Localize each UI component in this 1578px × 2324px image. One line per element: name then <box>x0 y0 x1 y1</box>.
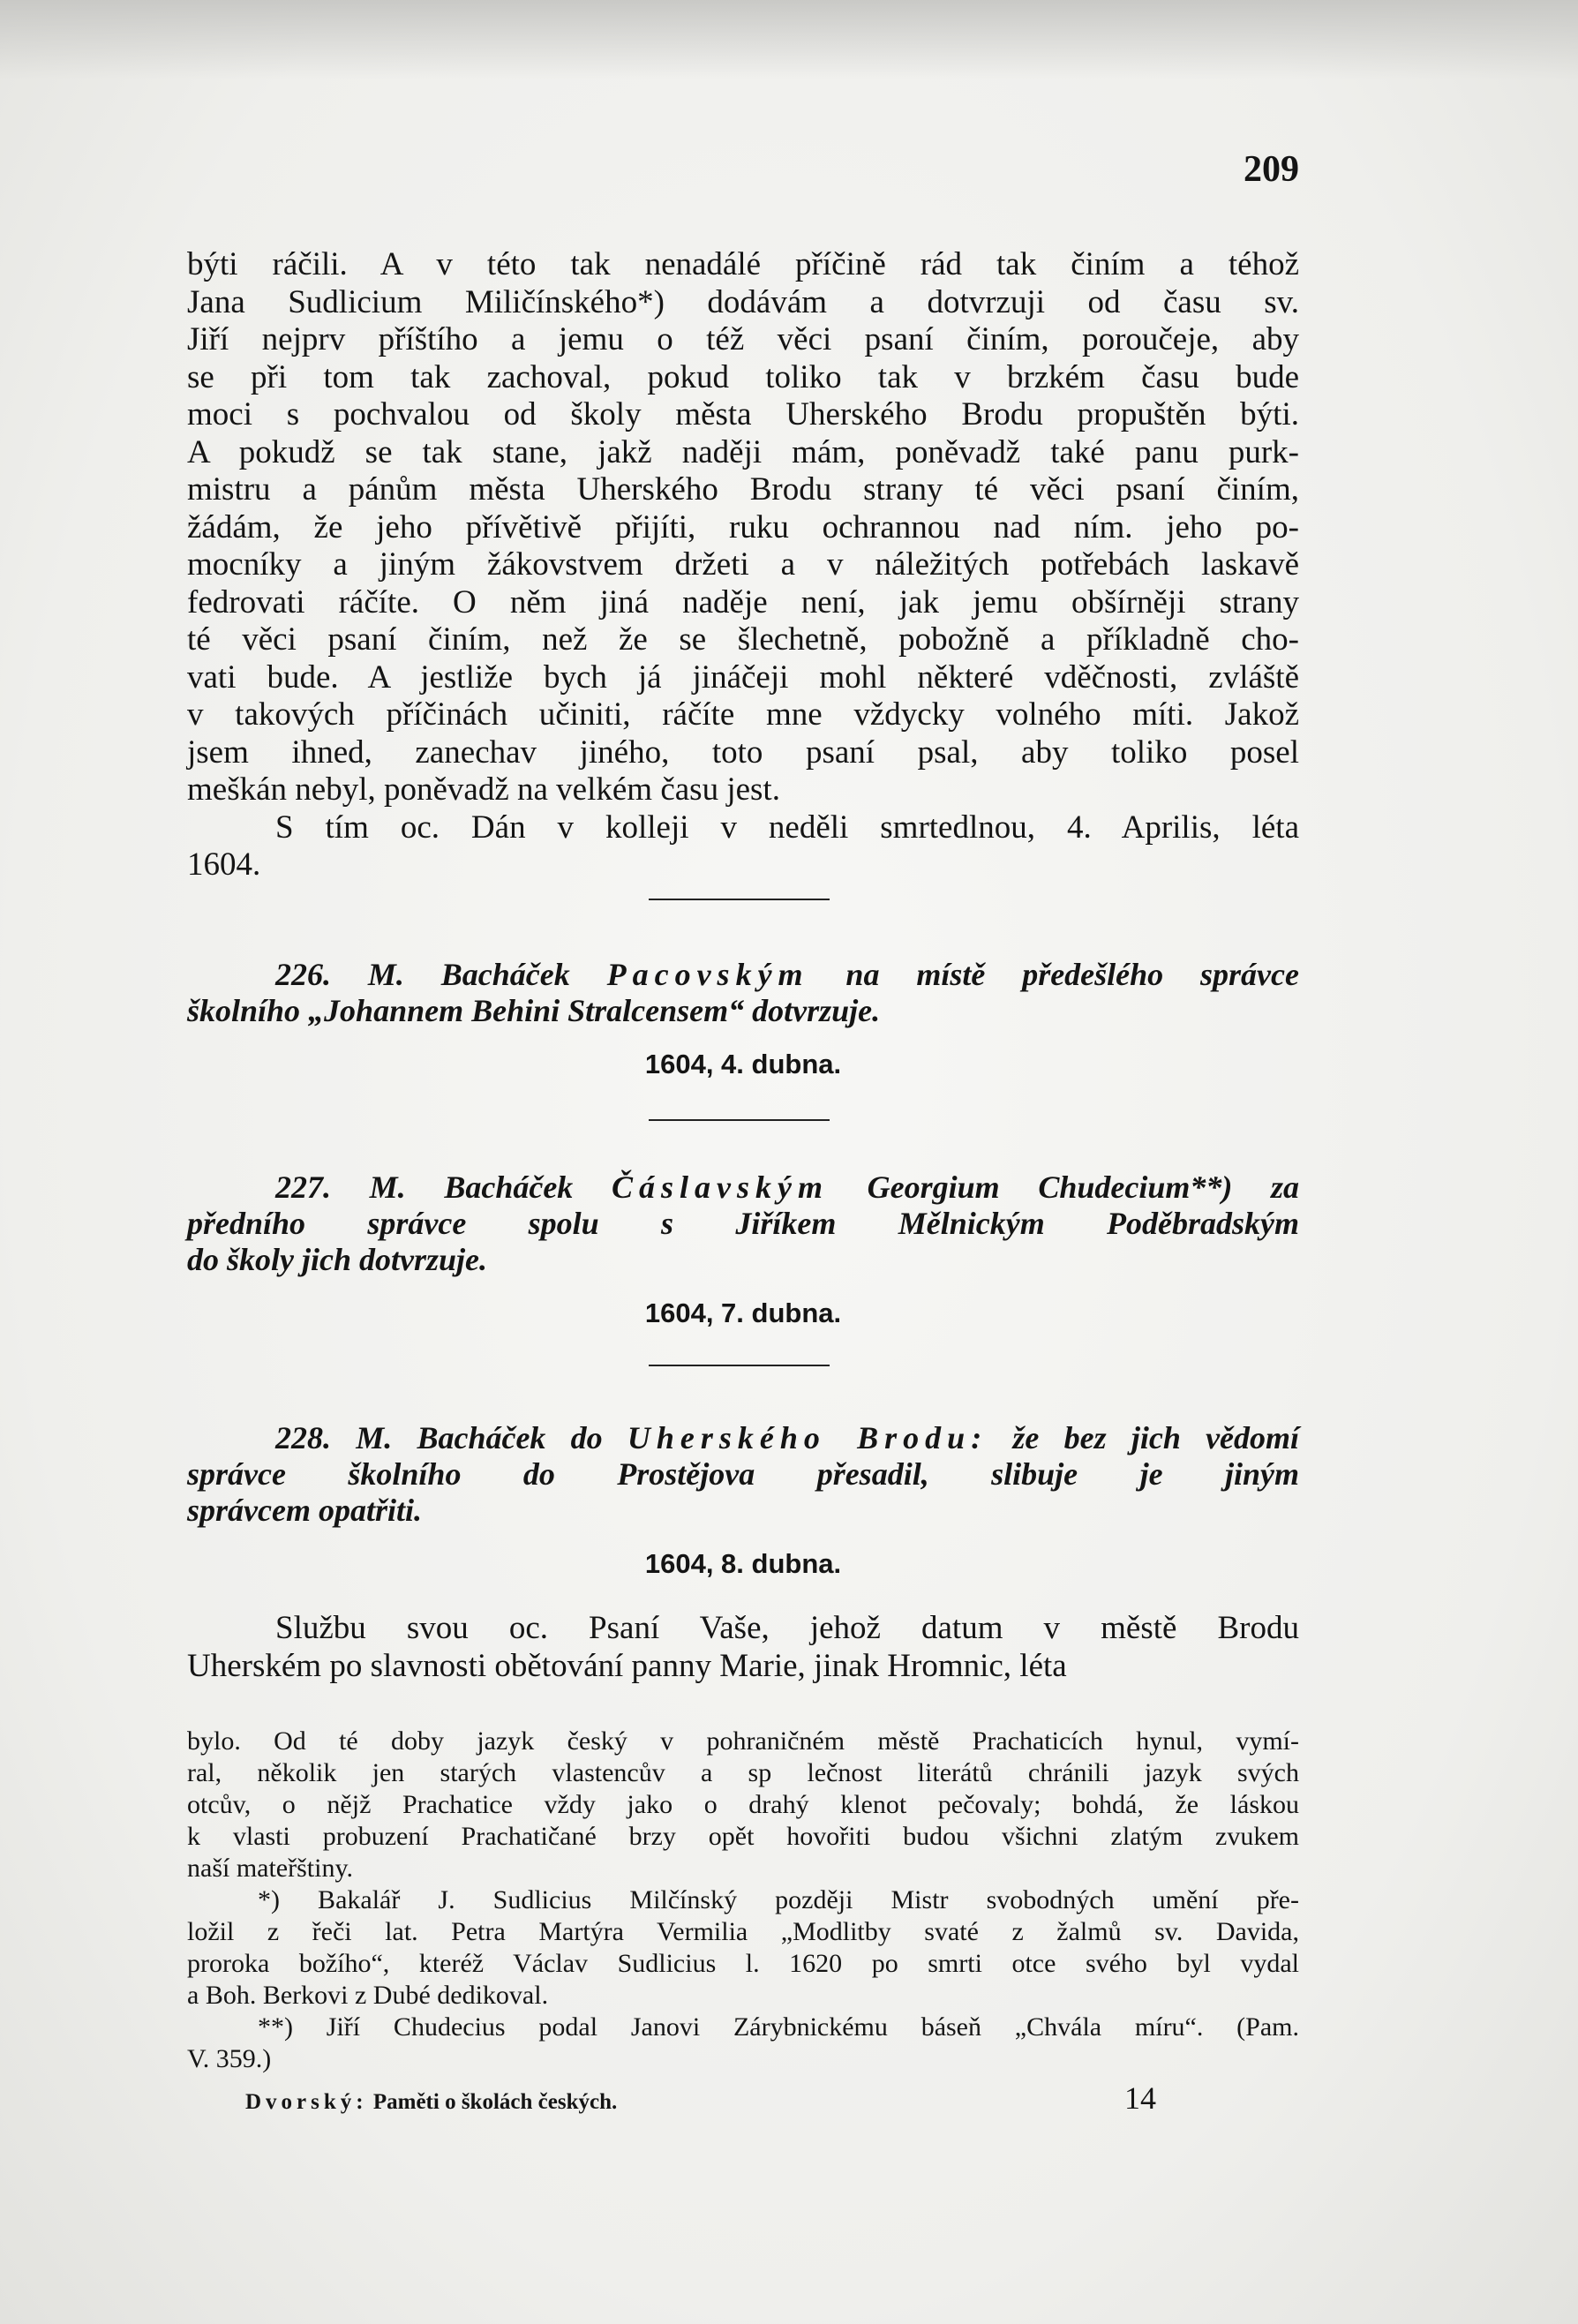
footnote-line: bylo. Od té doby jazyk český v pohraničném městě Prachaticích hynul, vymí- <box>187 1726 1299 1756</box>
body-line: Jana Sudlicium Miličínského*) dodávám a dotvrzuji od času sv. <box>187 283 1299 320</box>
footnote-line: k vlasti probuzení Prachatičané brzy opět hovořiti budou všichni zlatým zvukem <box>187 1822 1299 1851</box>
page-number: 209 <box>1244 149 1299 190</box>
entry-title-line: správce školního do Prostějova přesadil, slibuje je jiným <box>187 1456 1299 1492</box>
entry-227-heading <box>187 1170 1299 1278</box>
footnote-line: otcův, o nějž Prachatice vždy jako o drahý klenot pečovaly; bohdá, že láskou <box>187 1790 1299 1819</box>
body-line: Uherském po slavnosti obětování panny Marie, jinak Hromnic, léta <box>187 1647 1067 1684</box>
entry-number: 227. <box>275 1170 331 1205</box>
entry-title-rest: Georgium Chudecium**) za <box>867 1170 1300 1205</box>
footer-title: Paměti o školách českých. <box>372 2090 618 2114</box>
footer-source <box>245 2090 617 2115</box>
entry-place: Čáslavským <box>611 1170 829 1205</box>
body-line: Jiří nejprv příštího a jemu o též věci psaní činím, poroučeje, aby <box>187 321 1299 357</box>
entry-author: M. Bacháček <box>367 957 570 992</box>
entry-226-date: 1604, 4. dubna. <box>644 1049 842 1079</box>
body-line: fedrovati ráčíte. O něm jiná naděje není, jak jemu obšírněji strany <box>187 583 1299 620</box>
body-line: v takových příčinách učiniti, ráčíte mne vždycky volného míti. Jakož <box>187 696 1299 733</box>
entry-place: Pacovským <box>606 957 809 992</box>
body-line: vati bude. A jestliže bych já jináčeji mohl některé vděčnosti, zvláště <box>187 658 1299 696</box>
entry-title-line: předního správce spolu s Jiříkem Mělnickým Poděbradským <box>187 1206 1299 1241</box>
entry-title-line: správcem opatřiti. <box>187 1493 422 1528</box>
body-line: A pokudž se tak stane, jakž naději mám, poněvadž také panu purk- <box>187 433 1299 470</box>
entry-226-heading <box>187 957 1299 1029</box>
body-line: meškán nebyl, poněvadž na velkém času jest. <box>187 771 780 808</box>
divider-rule <box>649 899 830 900</box>
divider-rule <box>649 1365 830 1366</box>
body-line: býti ráčili. A v této tak nenadálé příčině rád tak činím a téhož <box>187 246 1299 282</box>
entry-number: 228. <box>275 1420 331 1455</box>
entry-place: Uherského Brodu: <box>627 1420 988 1455</box>
entry-228-date: 1604, 8. dubna. <box>644 1548 842 1579</box>
footnote-line: **) Jiří Chudecius podal Janovi Zárybnickému báseň „Chvála míru“. (Pam. <box>258 2012 1299 2042</box>
footnote-line: *) Bakalář J. Sudlicius Milčínský později Mistr svobodných umění pře- <box>258 1885 1299 1914</box>
closing-year: 1604. <box>187 846 261 883</box>
entry-title-line: do školy jich dotvrzuje. <box>187 1242 487 1277</box>
body-line: mistru a pánům města Uherského Brodu strany té věci psaní činím, <box>187 471 1299 508</box>
divider-rule <box>649 1119 830 1121</box>
closing-line: S tím oc. Dán v kolleji v neděli smrtedlnou, 4. Aprilis, léta <box>275 809 1299 846</box>
footer-author: Dvorský: <box>245 2090 368 2114</box>
footnote-line: ložil z řeči lat. Petra Martýra Vermilia „Modlitby svaté z žalmů sv. Davida, <box>187 1917 1299 1946</box>
entry-author: M. Bacháček <box>369 1170 574 1205</box>
body-line: se při tom tak zachoval, pokud toliko tak v brzkém času bude <box>187 358 1299 395</box>
footnote-line: naší mateřštiny. <box>187 1854 354 1883</box>
body-line: mocníky a jiným žákovstvem držeti a v náležitých potřebách laskavě <box>187 546 1299 583</box>
scan-shadow <box>0 0 1578 79</box>
body-line: žádám, že jeho přívětivě přijíti, ruku ochrannou nad ním. jeho po- <box>187 508 1299 545</box>
footer-signature: 14 <box>1124 2080 1156 2116</box>
body-line: jsem ihned, zanechav jiného, toto psaní psal, aby toliko posel <box>187 733 1299 771</box>
body-line: Službu svou oc. Psaní Vaše, jehož datum v městě Brodu <box>275 1610 1299 1646</box>
entry-author: M. Bacháček do <box>356 1420 603 1455</box>
footnote-line: a Boh. Berkovi z Dubé dedikoval. <box>187 1981 549 2010</box>
body-line: moci s pochvalou od školy města Uherského Brodu propuštěn býti. <box>187 396 1299 432</box>
entry-228-text <box>187 1610 1299 1685</box>
footnotes <box>187 1726 1299 2075</box>
entry-title-rest: že bez jich vědomí <box>1012 1420 1300 1455</box>
body-line: té věci psaní činím, než že se šlechetně, pobožně a příkladně cho- <box>187 621 1299 658</box>
body-paragraph <box>187 246 1299 884</box>
entry-228-heading <box>187 1420 1299 1529</box>
entry-title-line: školního „Johannem Behini Stralcensem“ dotvrzuje. <box>187 993 881 1028</box>
footnote-line: V. 359.) <box>187 2044 272 2073</box>
footnote-line: proroka božího“, kteréž Václav Sudlicius l. 1620 po smrti otce svého byl vydal <box>187 1949 1299 1978</box>
entry-227-date: 1604, 7. dubna. <box>644 1297 842 1328</box>
footnote-line: ral, několik jen starých vlastencův a sp lečnost literátů chránili jazyk svých <box>187 1758 1299 1787</box>
entry-number: 226. <box>275 957 331 992</box>
entry-title-rest: na místě předešlého správce <box>845 957 1299 992</box>
